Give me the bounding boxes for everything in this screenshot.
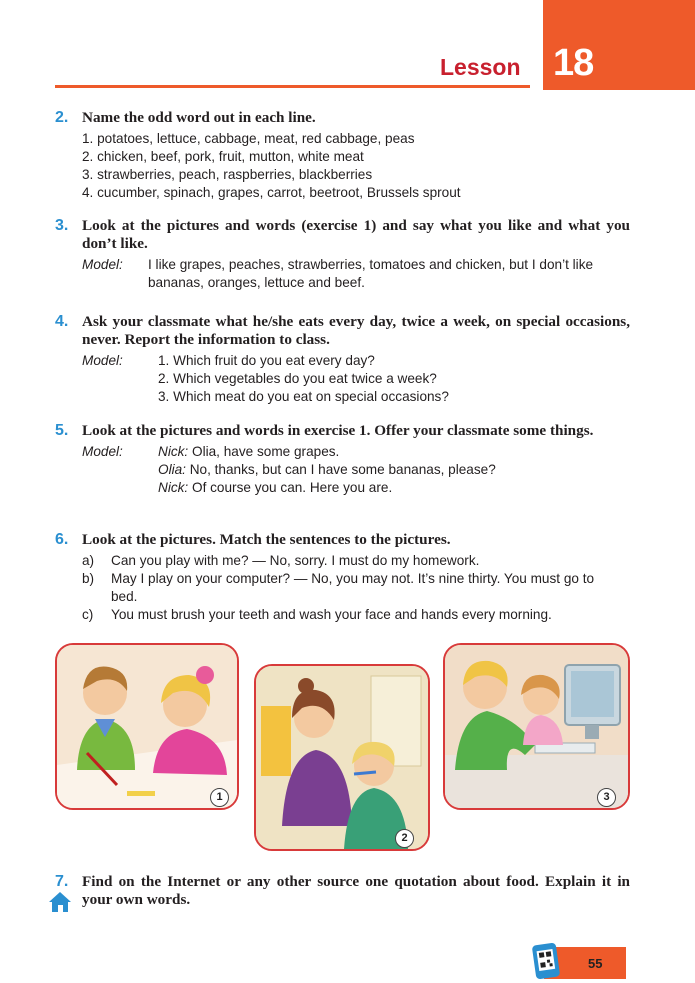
exercise-3 [55, 217, 630, 292]
exercise-title: Look at the pictures and words (exercise 1) and say what you like and what you don’t like. [82, 217, 630, 252]
match-item [82, 552, 630, 570]
qr-code-phone-icon [532, 942, 560, 980]
speaker: Nick: [158, 444, 189, 459]
dialogue-line [158, 461, 630, 479]
picture-2 [254, 664, 430, 851]
item-text: May I play on your computer? — No, you may not. It’s nine thirty. You must go to bed. [111, 571, 595, 604]
picture-number-badge: 2 [395, 829, 414, 848]
exercise-title: Ask your classmate what he/she eats every day, twice a week, on special occasions, never. Report the information to class. [82, 313, 630, 348]
mother-son-brushing-illustration [256, 666, 428, 849]
model-label: Model: [82, 444, 123, 459]
picture-3 [443, 643, 630, 810]
exercise-number: 2. [55, 109, 69, 126]
children-computer-illustration [445, 645, 628, 808]
speaker: Olia: [158, 462, 186, 477]
exercise-number: 4. [55, 313, 69, 330]
exercise-title: Find on the Internet or any other source one quotation about food. Explain it in your own words. [82, 873, 630, 908]
house-icon [48, 891, 72, 913]
exercise-number: 3. [55, 217, 69, 234]
model-label: Model: [82, 353, 123, 368]
exercise-number: 5. [55, 422, 69, 439]
model-label: Model: [82, 257, 123, 272]
model-line: 3. Which meat do you eat on special occasions? [158, 389, 449, 404]
dialogue-line [158, 479, 630, 497]
exercise-6 [55, 531, 630, 624]
item-text: You must brush your teeth and wash your face and hands every morning. [111, 607, 552, 622]
item-key: c) [82, 607, 94, 622]
exercise-number: 7. [55, 873, 69, 890]
exercise-4 [55, 313, 630, 406]
dialogue [158, 443, 630, 497]
exercise-2 [55, 109, 630, 202]
model-text [158, 352, 630, 406]
children-homework-illustration [57, 645, 237, 808]
item-key: b) [82, 571, 95, 586]
exercise-number: 6. [55, 531, 69, 548]
lesson-number: 18 [553, 42, 594, 84]
exercise-7 [55, 873, 630, 909]
header-rule [55, 85, 530, 88]
list-item: 1. potatoes, lettuce, cabbage, meat, red cabbage, peas [82, 131, 415, 146]
exercise-5 [55, 422, 630, 497]
match-item [82, 570, 630, 606]
speaker: Nick: [158, 480, 189, 495]
picture-number-badge: 1 [210, 788, 229, 807]
model-line: 1. Which fruit do you eat every day? [158, 353, 375, 368]
line-text: Of course you can. Here you are. [188, 480, 393, 495]
item-text: Can you play with me? — No, sorry. I must do my homework. [111, 553, 480, 568]
picture-1 [55, 643, 239, 810]
model-line: 2. Which vegetables do you eat twice a week? [158, 371, 437, 386]
exercise-title: Look at the pictures and words in exercise 1. Offer your classmate some things. [82, 422, 594, 439]
exercise-title: Look at the pictures. Match the sentences to the pictures. [82, 531, 451, 548]
exercise-title: Name the odd word out in each line. [82, 109, 316, 126]
line-text: Olia, have some grapes. [188, 444, 340, 459]
dialogue-line [158, 443, 630, 461]
line-text: No, thanks, but can I have some bananas, please? [185, 462, 496, 477]
model-row [82, 443, 630, 497]
list-item: 2. chicken, beef, pork, fruit, mutton, white meat [82, 149, 364, 164]
list-item: 3. strawberries, peach, raspberries, blackberries [82, 167, 373, 182]
model-row [82, 352, 630, 406]
item-key: a) [82, 553, 95, 568]
model-text: I like grapes, peaches, strawberries, tomatoes and chicken, but I don’t like bananas, oranges, lettuce and beef. [148, 257, 594, 290]
model-row [82, 256, 630, 292]
lesson-word: Lesson [440, 54, 521, 80]
picture-number-badge: 3 [597, 788, 616, 807]
list-item: 4. cucumber, spinach, grapes, carrot, beetroot, Brussels sprout [82, 185, 461, 200]
page-number: 55 [588, 956, 603, 971]
match-item [82, 606, 630, 624]
